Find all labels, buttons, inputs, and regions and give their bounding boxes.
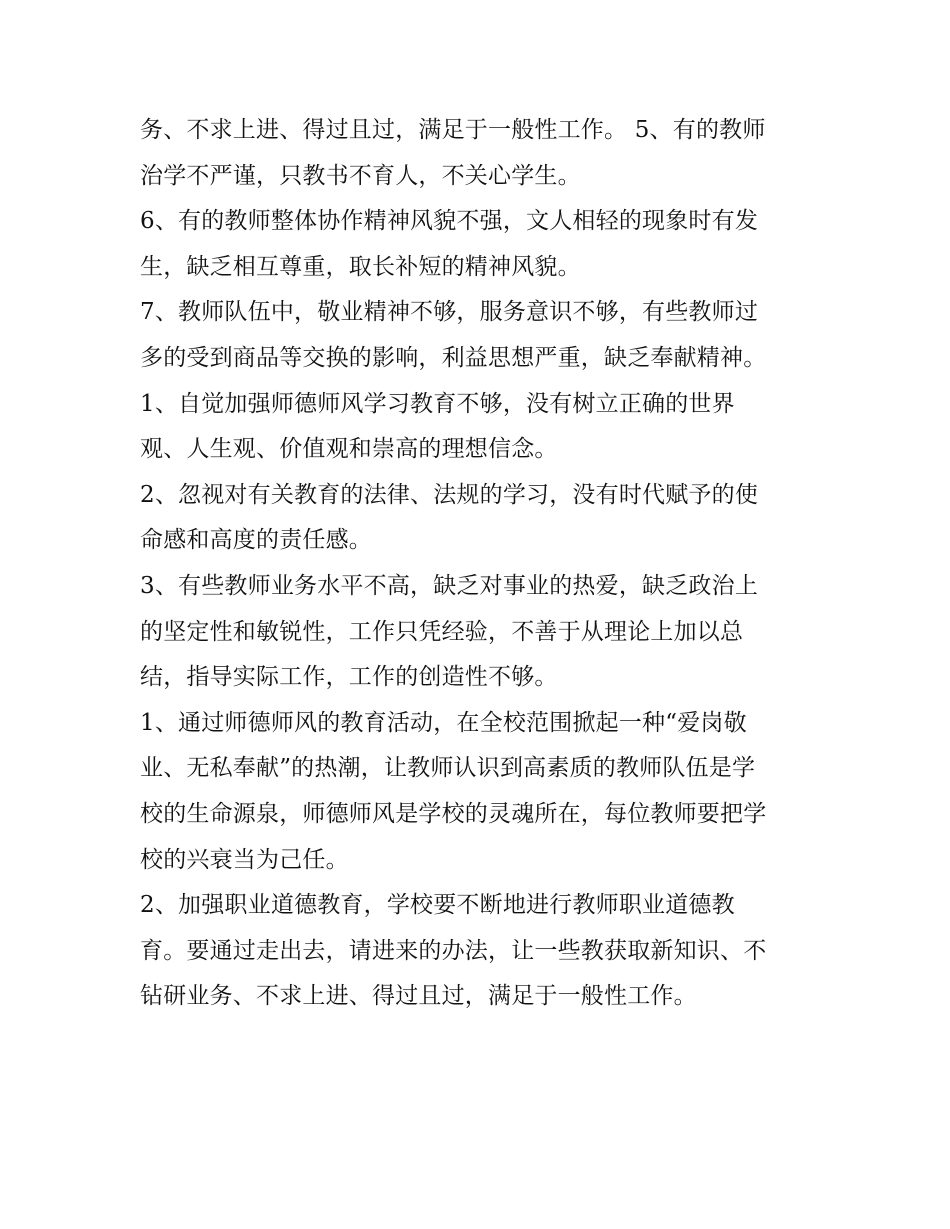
text-line: 3、有些教师业务水平不高，缺乏对事业的热爱，缺乏政治上	[140, 572, 759, 599]
text-line: 7、教师队伍中，敬业精神不够，服务意识不够，有些教师过	[140, 299, 759, 326]
text-line: 观、人生观、价值观和崇高的理想信念。	[140, 436, 558, 463]
body-text	[140, 108, 820, 1020]
text-line: 业、无私奉献”的热潮，让教师认识到高素质的教师队伍是学	[140, 755, 756, 782]
text-line: 务、不求上进、得过且过，满足于一般性工作。 5、有的教师	[140, 117, 766, 143]
text-line: 2、忽视对有关教育的法律、法规的学习，没有时代赋予的使	[140, 481, 759, 508]
text-line: 校的生命源泉，师德师风是学校的灵魂所在，每位教师要把学	[140, 800, 767, 827]
text-line: 1、通过师德师风的教育活动，在全校范围掀起一种“爱岗敬	[140, 709, 747, 736]
text-line: 育。要通过走出去，请进来的办法，让一些教获取新知识、不	[140, 937, 767, 964]
text-line: 多的受到商品等交换的影响，利益思想严重，缺乏奉献精神。	[140, 344, 767, 371]
text-line: 命感和高度的责任感。	[140, 527, 372, 554]
text-line: 校的兴衰当为己任。	[140, 846, 349, 873]
text-line: 6、有的教师整体协作精神风貌不强，文人相轻的现象时有发	[140, 208, 759, 235]
text-line: 治学不严谨，只教书不育人，不关心学生。	[140, 162, 581, 189]
text-line: 的坚定性和敏锐性，工作只凭经验，不善于从理论上加以总	[140, 618, 744, 645]
text-line: 结，指导实际工作，工作的创造性不够。	[140, 664, 558, 691]
text-line: 生，缺乏相互尊重，取长补短的精神风貌。	[140, 253, 581, 280]
text-line: 2、加强职业道德教育，学校要不断地进行教师职业道德教	[140, 892, 735, 919]
text-line: 钻研业务、不求上进、得过且过，满足于一般性工作。	[140, 983, 697, 1010]
text-line: 1、自觉加强师德师风学习教育不够，没有树立正确的世界	[140, 390, 735, 417]
